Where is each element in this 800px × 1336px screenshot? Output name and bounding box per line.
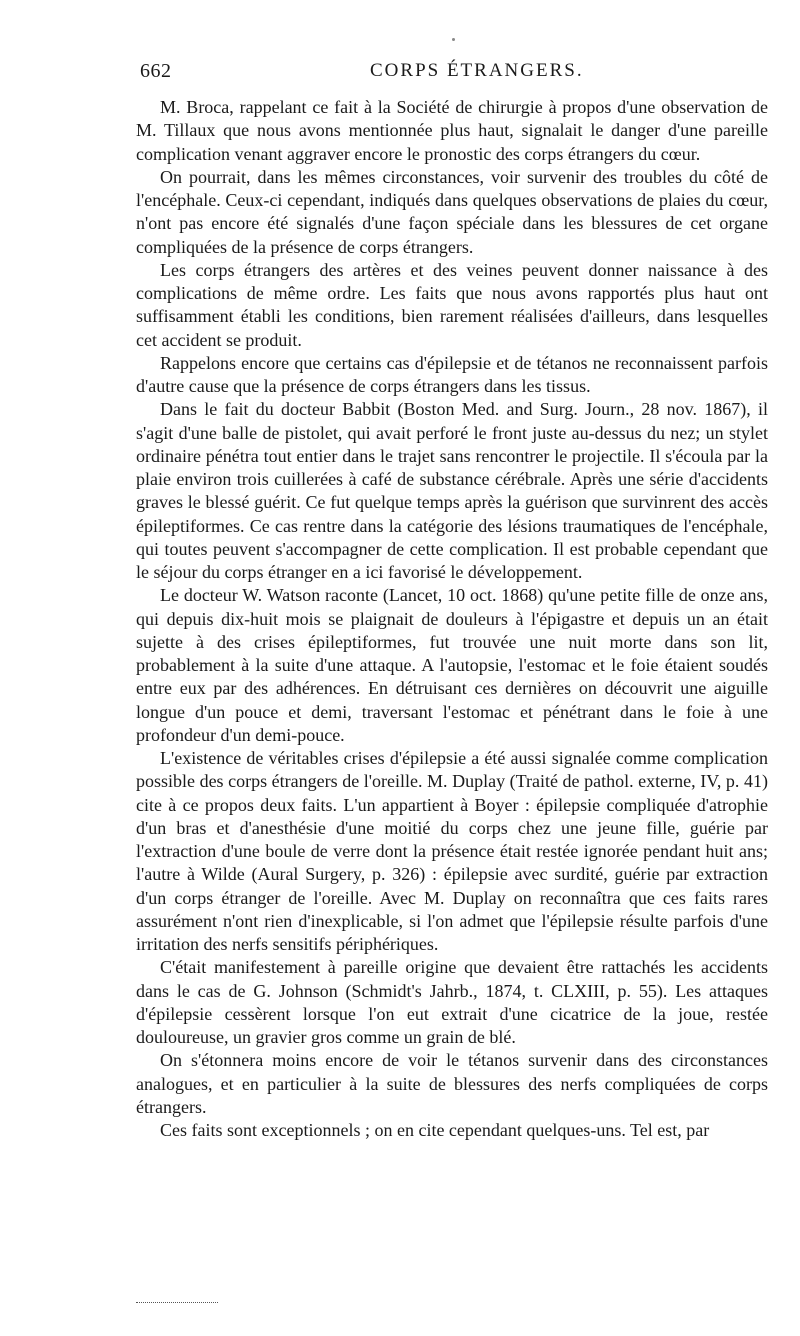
paragraph: Rappelons encore que certains cas d'épilepsie et de tétanos ne reconnaissent parfois d'autre cause que la présence de corps étrangers dans les tissus.	[136, 352, 768, 396]
paragraph: Le docteur W. Watson raconte (Lancet, 10 oct. 1868) qu'une petite fille de onze ans, qui depuis dix-huit mois se plaignait de douleurs à l'épigastre et depuis un an était sujette à des crises épileptiformes, fut trouvée une nuit morte dans son lit, probablement à la suite d'une attaque. A l'autopsie, l'estomac et le foie étaient soudés entre eux par des adhérences. En détruisant ces dernières on découvrit une aiguille longue d'un pouce et demi, traversant l'estomac et pénétrant dans le foie à une profondeur d'un demi-pouce.	[136, 585, 768, 745]
paragraph: L'existence de véritables crises d'épilepsie a été aussi signalée comme complication possible des corps étrangers de l'oreille. M. Duplay (Traité de pathol. externe, IV, p. 41) cite à ce propos deux faits. L'un appartient à Boyer : épilepsie compliquée d'atrophie d'un bras et d'anesthésie d'une moitié du corps chez une jeune fille, guérie par l'extraction d'une boule de verre dont la présence était restée ignorée pendant huit ans; l'autre à Wilde (Aural Surgery, p. 326) : épilepsie avec surdité, guérie par extraction d'un corps étranger de l'oreille. Avec M. Duplay on reconnaîtra que ces faits rares assurément n'ont rien d'inexplicable, si l'on admet que l'épilepsie résulte parfois d'une irritation des nerfs sensitifs périphériques.	[136, 748, 768, 954]
paragraph: Ces faits sont exceptionnels ; on en cite cependant quelques-uns. Tel est, par	[160, 1120, 710, 1140]
paragraph: Dans le fait du docteur Babbit (Boston Med. and Surg. Journ., 28 nov. 1867), il s'agit d'une balle de pistolet, qui avait perforé le front juste au-dessus du nez; un stylet ordinaire pénétra tout entier dans le trajet sans rencontrer le projectile. Il s'écoula par la plaie environ trois cuillerées à café de substance cérébrale. Après une série d'accidents graves le blessé guérit. Ce fut quelque temps après la guérison que survinrent des accès épileptiformes. Ce cas rentre dans la catégorie des lésions traumatiques de l'encéphale, qui toutes peuvent s'accompagner de cette complication. Il est probable cependant que le séjour du corps étranger en a ici favorisé le développement.	[136, 399, 768, 582]
chapter-title: CORPS ÉTRANGERS.	[370, 60, 584, 81]
footnote-rule	[136, 1302, 218, 1303]
paragraph: Les corps étrangers des artères et des veines peuvent donner naissance à des complications de même ordre. Les faits que nous avons rapportés plus haut ont suffisamment établi les conditions, bien rarement réalisées d'ailleurs, dans lesquelles cet accident se produit.	[136, 259, 768, 350]
paragraph: On s'étonnera moins encore de voir le tétanos survenir dans des circonstances analogues, et en particulier à la suite de blessures des nerfs compliquées de corps étrangers.	[136, 1050, 768, 1117]
page-speck	[452, 38, 455, 41]
page-number: 662	[140, 60, 172, 82]
paragraph: C'était manifestement à pareille origine que devaient être rattachés les accidents dans le cas de G. Johnson (Schmidt's Jahrb., 1874, t. CLXIII, p. 55). Les attaques d'épilepsie cessèrent lorsque l'on eut extrait d'une cicatrice de la joue, restée douloureuse, un gravier gros comme un grain de blé.	[136, 957, 768, 1047]
paragraph: M. Broca, rappelant ce fait à la Société de chirurgie à propos d'une observation de M. Tillaux que nous avons mentionnée plus haut, signalait le danger d'une pareille complication venant aggraver encore le pronostic des corps étrangers du cœur.	[136, 97, 768, 164]
body-text	[136, 96, 768, 1142]
paragraph: On pourrait, dans les mêmes circonstances, voir survenir des troubles du côté de l'encéphale. Ceux-ci cependant, indiqués dans quelques observations de plaies du cœur, n'ont pas encore été signalés d'une façon spéciale dans les blessures de cet organe compliquées de la présence de corps étrangers.	[136, 166, 768, 257]
running-head	[140, 60, 770, 90]
